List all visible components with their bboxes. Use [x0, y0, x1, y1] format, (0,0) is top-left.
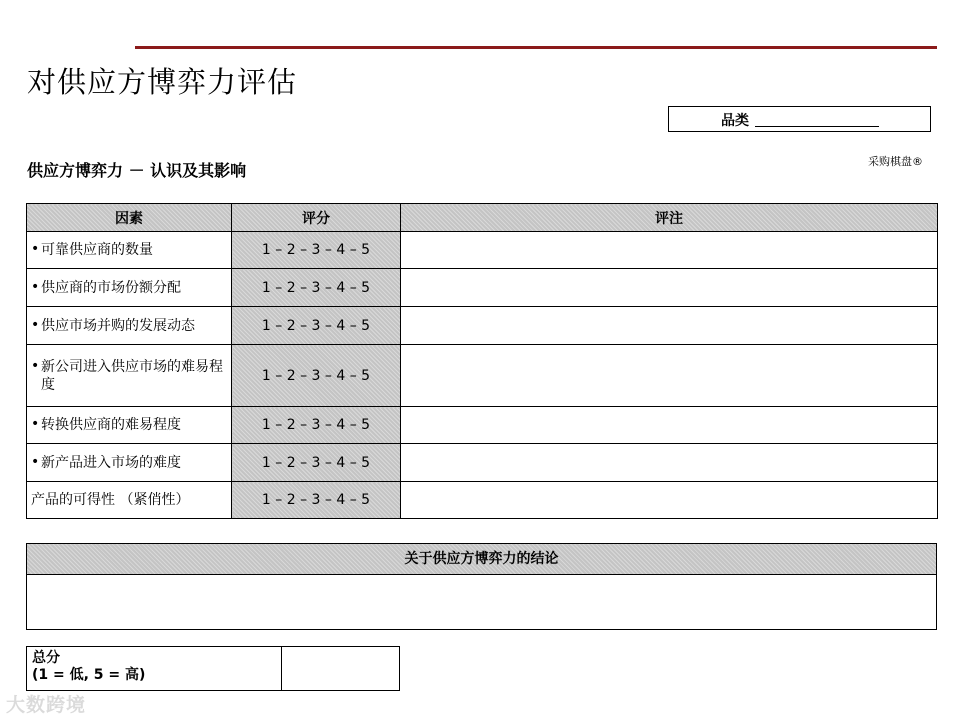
conclusion-header: 关于供应方博弈力的结论 — [27, 544, 936, 575]
header-rating: 评分 — [232, 204, 401, 232]
table-row — [27, 269, 938, 307]
comment-cell[interactable] — [401, 307, 938, 345]
section-subtitle: 供应方博弈力 － 认识及其影响 — [27, 161, 247, 180]
factor-text: 产品的可得性 （紧俏性） — [31, 492, 190, 508]
factor-text: 新公司进入供应市场的难易程度 — [41, 358, 223, 393]
category-field[interactable] — [668, 106, 931, 132]
rating-cell[interactable]: 1 – 2 – 3 – 4 – 5 — [232, 269, 401, 307]
factor-cell — [27, 269, 232, 307]
header-factor: 因素 — [27, 204, 232, 232]
page-title: 对供应方博弈力评估 — [27, 65, 298, 99]
table-row — [27, 307, 938, 345]
comment-cell[interactable] — [401, 269, 938, 307]
rating-cell[interactable]: 1 – 2 – 3 – 4 – 5 — [232, 482, 401, 519]
bullet: • — [31, 278, 40, 295]
total-score-label — [27, 647, 282, 690]
factor-cell — [27, 345, 232, 407]
rating-cell[interactable]: 1 – 2 – 3 – 4 – 5 — [232, 232, 401, 269]
factor-cell — [27, 482, 232, 519]
comment-cell[interactable] — [401, 444, 938, 482]
bullet: • — [31, 316, 40, 333]
top-rule — [135, 46, 937, 49]
bullet: • — [31, 453, 40, 470]
bullet: • — [31, 416, 40, 432]
evaluation-table — [26, 203, 938, 519]
comment-cell[interactable] — [401, 407, 938, 444]
category-label: 品类 — [721, 113, 749, 129]
total-score-box — [26, 646, 400, 691]
table-header-row — [27, 204, 938, 232]
rating-cell[interactable]: 1 – 2 – 3 – 4 – 5 — [232, 307, 401, 345]
factor-cell — [27, 232, 232, 269]
conclusion-box — [26, 543, 937, 630]
table-row — [27, 232, 938, 269]
factor-text: 新产品进入市场的难度 — [41, 454, 181, 471]
comment-cell[interactable] — [401, 482, 938, 519]
watermark: 大数跨境 — [6, 694, 87, 716]
rating-cell[interactable]: 1 – 2 – 3 – 4 – 5 — [232, 345, 401, 407]
table-row — [27, 407, 938, 444]
rating-cell[interactable]: 1 – 2 – 3 – 4 – 5 — [232, 444, 401, 482]
table-row — [27, 345, 938, 407]
header-comment: 评注 — [401, 204, 938, 232]
factor-text: 转换供应商的难易程度 — [41, 417, 181, 433]
comment-cell[interactable] — [401, 345, 938, 407]
rating-cell[interactable]: 1 – 2 – 3 – 4 – 5 — [232, 407, 401, 444]
factor-cell — [27, 407, 232, 444]
table-row — [27, 482, 938, 519]
total-score-value[interactable] — [282, 647, 399, 690]
total-label-line1: 总分 — [32, 650, 60, 666]
brand-note: 采购棋盘® — [868, 155, 923, 168]
factor-cell — [27, 307, 232, 345]
comment-cell[interactable] — [401, 232, 938, 269]
bullet: • — [31, 241, 40, 257]
factor-text: 供应商的市场份额分配 — [41, 279, 181, 296]
factor-text: 供应市场并购的发展动态 — [41, 317, 195, 334]
total-label-line2: (1 = 低, 5 = 高) — [32, 667, 146, 683]
factor-cell — [27, 444, 232, 482]
table-row — [27, 444, 938, 482]
factor-text: 可靠供应商的数量 — [41, 242, 153, 258]
bullet: • — [31, 357, 40, 374]
category-blank-line[interactable] — [755, 126, 879, 127]
